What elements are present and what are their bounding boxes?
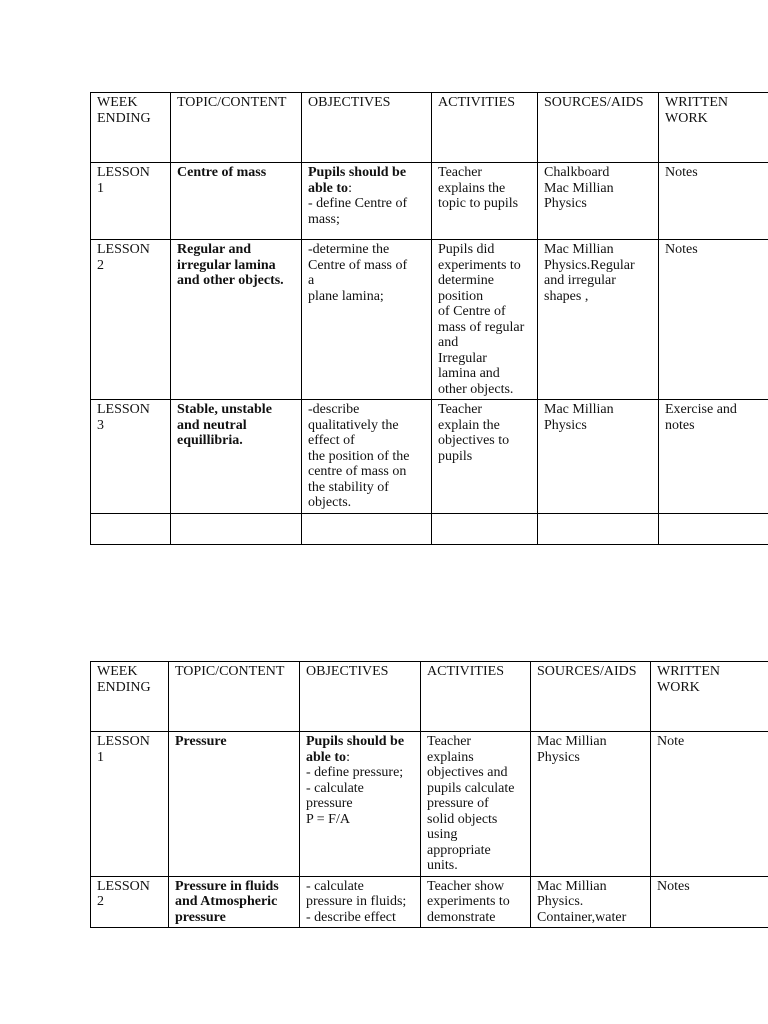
table-row [91, 240, 768, 400]
objectives-text: : - define pressure; - calculate pressure P = F/A [306, 749, 404, 827]
topic-cell: Regular and irregular lamina and other objects. [171, 240, 302, 400]
objectives-cell: - calculate pressure in fluids; - describe effect [300, 876, 421, 928]
activities-cell: Teacher show experiments to demonstrate [421, 876, 531, 928]
empty-cell [171, 513, 302, 544]
table-row [91, 876, 768, 928]
objectives-text: : - define Centre of mass; [308, 180, 408, 227]
empty-row [91, 513, 768, 544]
header-written-work: WRITTEN WORK [659, 93, 768, 163]
activities-cell: Teacher explains objectives and pupils calculate pressure of solid objects using appropriate units. [421, 732, 531, 877]
week-cell: LESSON 1 [91, 732, 169, 877]
written-work-cell: Exercise and notes [659, 400, 768, 514]
header-objectives: OBJECTIVES [302, 93, 432, 163]
empty-cell [432, 513, 538, 544]
objectives-lead: Pupils should be able to [306, 734, 405, 765]
topic-cell: Centre of mass [171, 163, 302, 240]
activities-cell: Teacher explains the topic to pupils [432, 163, 538, 240]
table-row [91, 400, 768, 514]
empty-cell [659, 513, 768, 544]
empty-cell [302, 513, 432, 544]
written-work-cell: Note [651, 732, 768, 877]
sources-cell: Mac Millian Physics.Regular and irregular shapes , [538, 240, 659, 400]
topic-cell: Pressure [169, 732, 300, 877]
empty-cell [91, 513, 171, 544]
header-objectives: OBJECTIVES [300, 662, 421, 732]
header-week-ending: WEEK ENDING [91, 93, 171, 163]
topic-cell: Pressure in fluids and Atmospheric pressure [169, 876, 300, 928]
sources-cell: Mac Millian Physics [538, 400, 659, 514]
topic-cell: Stable, unstable and neutral equillibria. [171, 400, 302, 514]
objectives-lead: Pupils should be able to [308, 165, 407, 196]
week-cell: LESSON 3 [91, 400, 171, 514]
empty-cell [538, 513, 659, 544]
objectives-cell [302, 163, 432, 240]
header-row [91, 93, 768, 163]
activities-cell: Teacher explain the objectives to pupils [432, 400, 538, 514]
scheme-of-work-table-2 [90, 661, 768, 928]
table-row [91, 163, 768, 240]
written-work-cell: Notes [651, 876, 768, 928]
activities-cell: Pupils did experiments to determine position of Centre of mass of regular and Irregular lamina and other objects. [432, 240, 538, 400]
header-week-ending: WEEK ENDING [91, 662, 169, 732]
sources-cell: Mac Millian Physics. Container,water [531, 876, 651, 928]
header-topic-content: TOPIC/CONTENT [171, 93, 302, 163]
objectives-cell: -describe qualitatively the effect of the position of the centre of mass on the stability of objects. [302, 400, 432, 514]
objectives-cell: -determine the Centre of mass of a plane lamina; [302, 240, 432, 400]
written-work-cell: Notes [659, 163, 768, 240]
header-row [91, 662, 768, 732]
written-work-cell: Notes [659, 240, 768, 400]
header-sources-aids: SOURCES/AIDS [538, 93, 659, 163]
week-cell: LESSON 2 [91, 876, 169, 928]
header-activities: ACTIVITIES [421, 662, 531, 732]
week-cell: LESSON 2 [91, 240, 171, 400]
sources-cell: Chalkboard Mac Millian Physics [538, 163, 659, 240]
header-activities: ACTIVITIES [432, 93, 538, 163]
objectives-cell [300, 732, 421, 877]
table-row [91, 732, 768, 877]
scheme-of-work-table-1 [90, 92, 768, 545]
header-sources-aids: SOURCES/AIDS [531, 662, 651, 732]
sources-cell: Mac Millian Physics [531, 732, 651, 877]
header-topic-content: TOPIC/CONTENT [169, 662, 300, 732]
week-cell: LESSON 1 [91, 163, 171, 240]
header-written-work: WRITTEN WORK [651, 662, 768, 732]
